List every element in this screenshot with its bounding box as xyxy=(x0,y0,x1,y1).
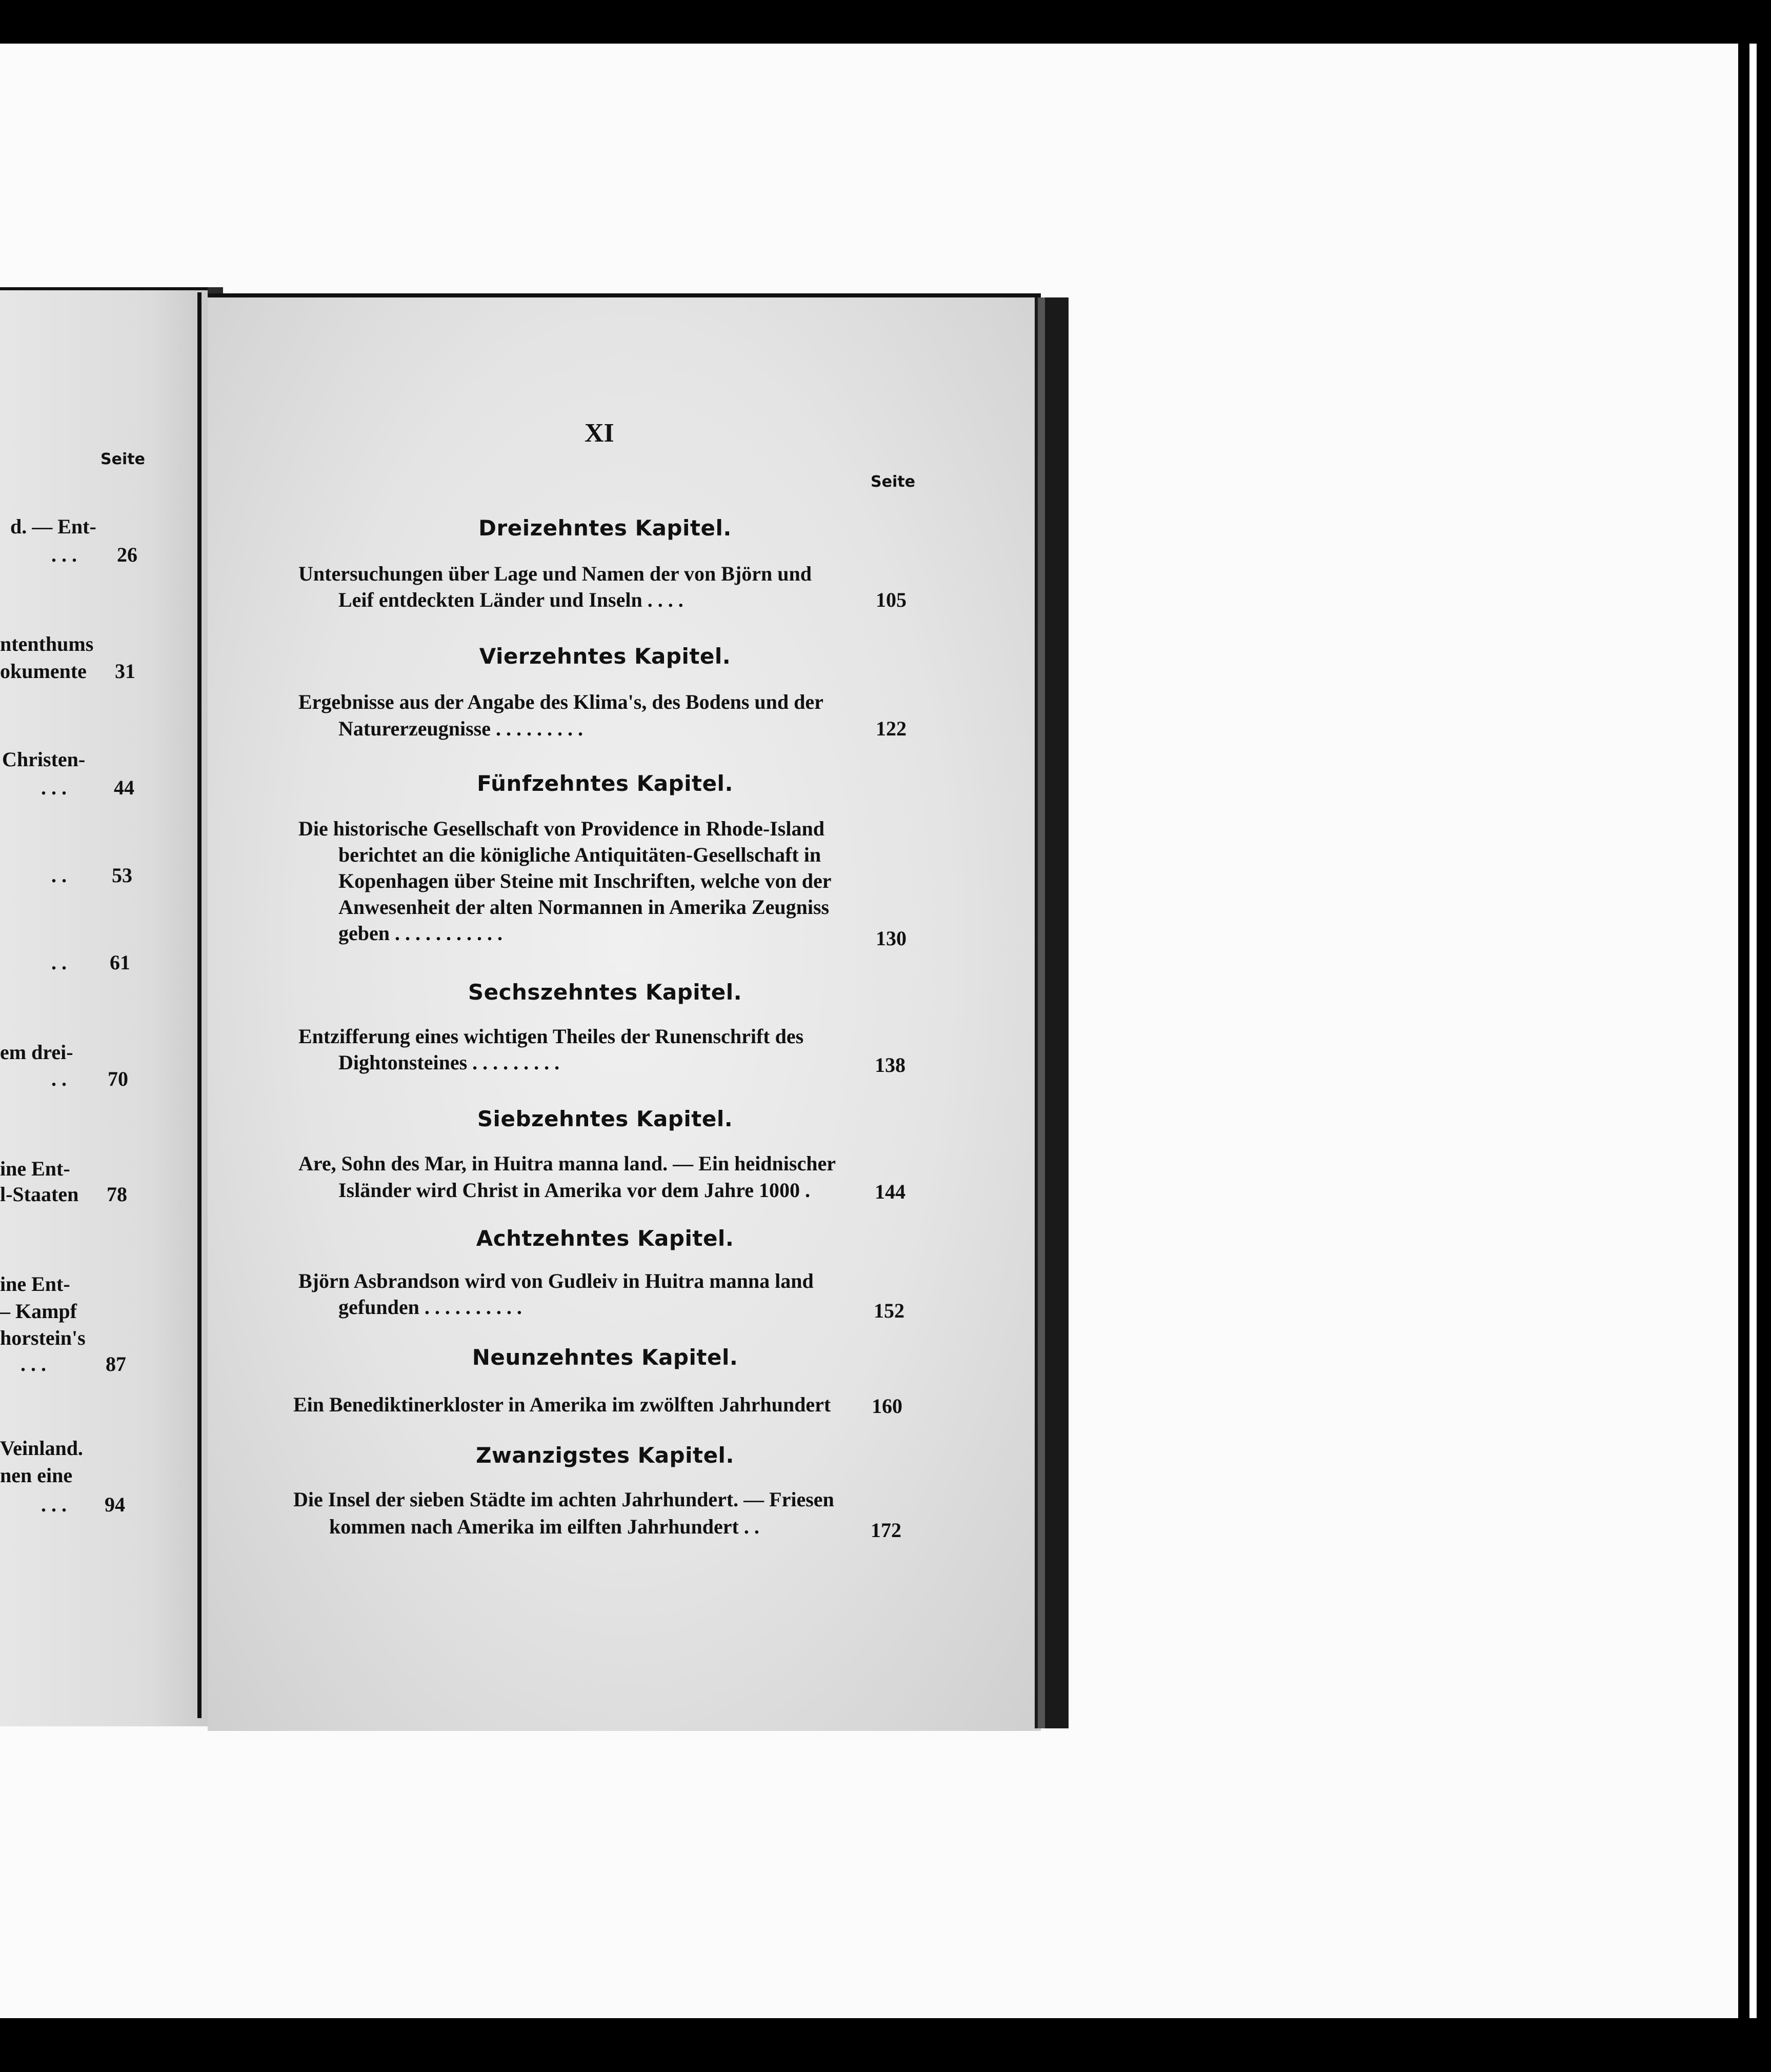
entry-line: Entzifferung eines wichtigen Theiles der Runenschrift des xyxy=(298,1025,804,1048)
left-fragment: . . . xyxy=(41,1493,67,1516)
left-fragment: nen eine xyxy=(0,1464,73,1487)
entry-line: Die historische Gesellschaft von Providence in Rhode-Island xyxy=(298,817,824,840)
entry-line: Isländer wird Christ in Amerika vor dem Jahre 1000 . xyxy=(338,1179,811,1202)
entry-page-number: 172 xyxy=(871,1519,901,1542)
entry-page-number: 144 xyxy=(875,1180,905,1203)
left-fragment: . . . xyxy=(51,543,77,566)
chapter-title: Sechszehntes Kapitel. xyxy=(468,980,742,1005)
left-fragment: em drei- xyxy=(0,1041,73,1064)
chapter-title: Vierzehntes Kapitel. xyxy=(479,644,731,669)
left-seite-label: Seite xyxy=(100,450,145,468)
entry-line: berichtet an die königliche Antiquitäten-Gesellschaft in xyxy=(338,843,821,866)
left-fragment: ine Ent- xyxy=(0,1157,70,1180)
entry-line: Leif entdeckten Länder und Inseln . . . . xyxy=(338,588,683,611)
left-page-number: 78 xyxy=(107,1183,127,1206)
chapter-title: Dreizehntes Kapitel. xyxy=(478,515,732,541)
entry-line: Dightonsteines . . . . . . . . . xyxy=(338,1051,560,1074)
left-fragment: . . xyxy=(51,1067,67,1090)
left-fragment: ntenthums xyxy=(0,632,94,655)
left-page-number: 53 xyxy=(112,864,132,887)
book-spine-edge xyxy=(1035,297,1069,1728)
left-fragment: Veinland. xyxy=(0,1437,83,1460)
entry-line: Ergebnisse aus der Angabe des Klima's, des Bodens und der xyxy=(298,690,823,713)
entry-line: kommen nach Amerika im eilften Jahrhundert . . xyxy=(329,1515,759,1538)
entry-line: Naturerzeugnisse . . . . . . . . . xyxy=(338,717,583,740)
entry-line: Kopenhagen über Steine mit Inschriften, welche von der xyxy=(338,869,832,892)
left-fragment: okumente xyxy=(0,660,87,683)
left-fragment: . . . xyxy=(41,776,67,799)
left-page-number: 94 xyxy=(105,1493,125,1516)
left-page-number: 61 xyxy=(110,951,130,974)
film-edge-stripe xyxy=(1749,44,1757,2018)
seite-label: Seite xyxy=(871,473,915,491)
chapter-title: Siebzehntes Kapitel. xyxy=(477,1106,733,1131)
left-fragment: ine Ent- xyxy=(0,1272,70,1296)
entry-page-number: 152 xyxy=(874,1299,904,1322)
entry-page-number: 138 xyxy=(875,1053,905,1077)
left-fragment: . . xyxy=(51,864,67,887)
entry-line: Björn Asbrandson wird von Gudleiv in Huitra manna land xyxy=(298,1269,814,1292)
chapter-title: Achtzehntes Kapitel. xyxy=(476,1226,734,1251)
left-fragment: l-Staaten xyxy=(0,1183,79,1206)
left-fragment: – Kampf xyxy=(0,1300,77,1323)
entry-line: Die Insel der sieben Städte im achten Jahrhundert. — Friesen xyxy=(293,1488,834,1511)
left-page-number: 26 xyxy=(117,543,137,566)
entry-page-number: 130 xyxy=(876,927,907,950)
entry-line: Anwesenheit der alten Normannen in Amerika Zeugniss xyxy=(338,895,830,919)
chapter-title: Zwanzigstes Kapitel. xyxy=(476,1443,734,1468)
entry-line: Untersuchungen über Lage und Namen der von Björn und xyxy=(298,562,812,585)
left-page-number: 70 xyxy=(108,1067,128,1090)
left-fragment: d. — Ent- xyxy=(10,515,96,538)
left-fragment: . . xyxy=(51,951,67,974)
chapter-title: Fünfzehntes Kapitel. xyxy=(477,771,733,796)
chapter-title: Neunzehntes Kapitel. xyxy=(472,1345,738,1370)
left-fragment: Christen- xyxy=(2,748,86,771)
film-bottom-band xyxy=(0,2018,1771,2072)
entry-line: Are, Sohn des Mar, in Huitra manna land. — Ein heidnischer xyxy=(298,1152,836,1175)
left-page-number: 44 xyxy=(114,776,134,799)
left-page-number: 87 xyxy=(106,1352,126,1376)
page-number: XI xyxy=(585,419,614,448)
film-right-edge xyxy=(1742,44,1771,2018)
page-left-border xyxy=(197,292,202,1718)
entry-line: Ein Benediktinerkloster in Amerika im zwölften Jahrhundert xyxy=(293,1393,831,1416)
left-fragment: horstein's xyxy=(0,1326,86,1349)
entry-page-number: 105 xyxy=(876,588,907,611)
entry-line: geben . . . . . . . . . . . xyxy=(338,922,502,945)
entry-page-number: 122 xyxy=(876,717,907,740)
left-fragment: . . . xyxy=(21,1352,46,1376)
entry-page-number: 160 xyxy=(872,1394,902,1418)
spine-highlight xyxy=(1038,297,1045,1728)
entry-line: gefunden . . . . . . . . . . xyxy=(338,1296,522,1319)
left-page-number: 31 xyxy=(115,660,135,683)
